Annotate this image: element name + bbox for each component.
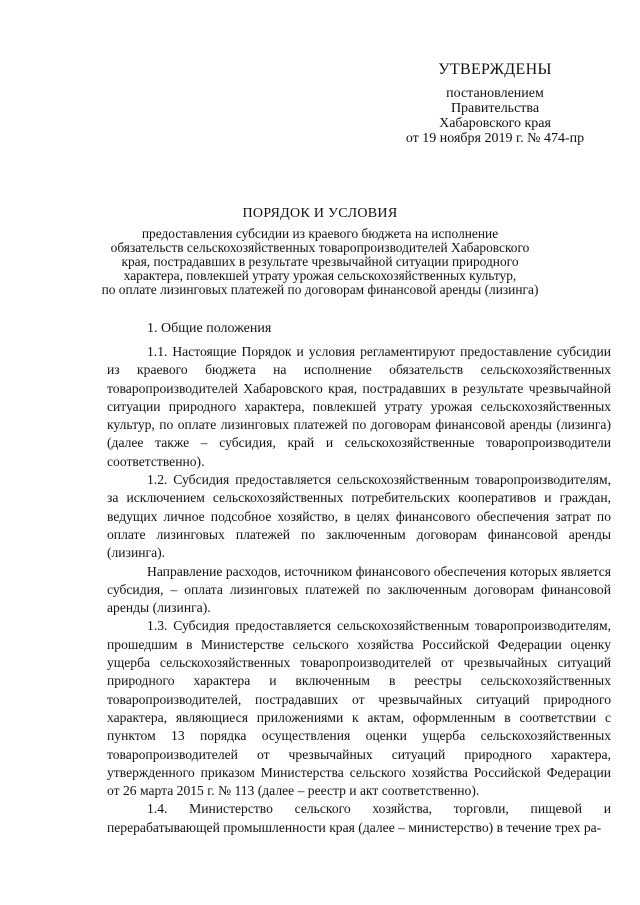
paragraph-1-1: 1.1. Настоящие Порядок и условия регламентируют предоставление субсидии из краевого бюджета на исполнение обязательств сельскохозяйственных товаропроизводителей Хабаровского края, пострадавших в результате чрезвычайной ситуации природного характера, повлекшей утрату урожая сельскохозяйственных культур, по оплате лизинговых платежей по договорам финансовой аренды (лизинга) (далее также – субсидия, край и сельскохозяйственные товаропроизводители соответственно). [107,344,611,469]
document-subtitle [60,227,580,297]
document-title: ПОРЯДОК И УСЛОВИЯ [242,206,398,221]
subtitle-line: характера, повлекшей утрату урожая сельскохозяйственных культур, [123,268,517,283]
subtitle-line: края, пострадавших в результате чрезвычайной ситуации природного [121,254,519,269]
approval-line: Правительства [450,101,540,116]
subtitle-line: обязательств сельскохозяйственных товаропроизводителей Хабаровского [110,240,530,255]
approval-line: постановлением [446,86,544,101]
subtitle-line: по оплате лизинговых платежей по договорам финансовой аренды (лизинга) [101,282,539,297]
approval-line: от 19 ноября 2019 г. № 474-пр [405,131,585,146]
approval-line: Хабаровского края [439,116,551,131]
paragraph-1-2: 1.2. Субсидия предоставляется сельскохозяйственным товаропроизводителям, за исключением сельскохозяйственных потребительских кооперативов и граждан, ведущих личное подсобное хозяйство, в целях финансового обеспечения затрат по оплате лизинговых платежей по заключенным договорам финансовой аренды (лизинга). [107,472,611,561]
subtitle-line: предоставления субсидии из краевого бюджета на исполнение [141,226,499,241]
approval-title: УТВЕРЖДЕНЫ [438,61,552,78]
paragraph-direction: Направление расходов, источником финансового обеспечения которых является субсидия, – оплата лизинговых платежей по заключенным договорам финансовой аренды (лизинга). [107,563,611,616]
paragraph-1-3: 1.3. Субсидия предоставляется сельскохозяйственным товаропроизводителям, прошедшим в Министерстве сельского хозяйства Российской Федерации оценку ущерба сельскохозяйственных товаропроизводителей от чрезвычайных ситуаций природного характера и включенным в реестры сельскохозяйственных товаропроизводителей, пострадавших от чрезвычайных ситуаций природного характера, являющиеся приложениями к актам, оформленным в соответствии с пунктом 13 порядка осуществления оценки ущерба сельскохозяйственных товаропроизводителей от чрезвычайных ситуаций природного характера, утвержденного приказом Министерства сельского хозяйства Российской Федерации от 26 марта 2015 г. № 113 (далее – реестр и акт соответственно). [107,618,611,799]
approval-stamp [380,60,610,146]
section-heading: 1. Общие положения [147,321,272,336]
document-body [107,343,611,837]
paragraph-1-4: 1.4. Министерство сельского хозяйства, торговли, пищевой и перерабатывающей промышленности края (далее – министерство) в течение трех ра- [107,801,611,835]
